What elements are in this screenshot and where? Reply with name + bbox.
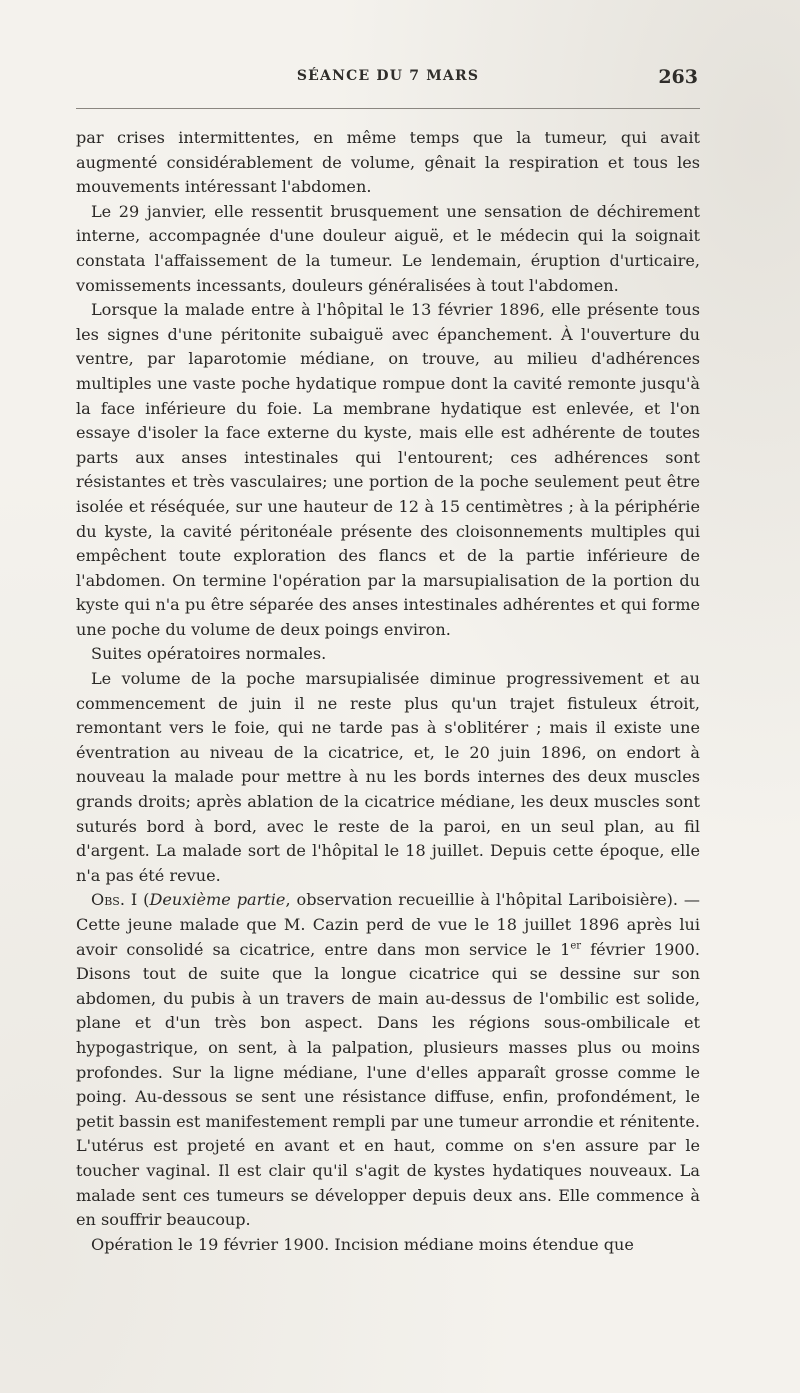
paragraph-7: Opération le 19 février 1900. Incision médiane moins étendue que [91, 1234, 634, 1254]
observation-text-a: observation recueillie à l'hôpital Lariboisière). — Cette jeune malade que M. Cazin perd de vue le 18 juillet 1896 après lui avoir consolidé sa cicatrice, entre dans mon service le 1 [76, 890, 701, 959]
paragraph-2: Le 29 janvier, elle ressentit brusquement une sensation de déchirement interne, accompagnée d'une douleur aiguë, et le médecin qui la soignait constata l'affaissement de la tumeur. Le lendemain, éruption d'urticaire, vomissements incessants, douleurs généralisées à tout l'abdomen. [76, 201, 700, 295]
paragraph-3: Lorsque la malade entre à l'hôpital le 13 février 1896, elle présente tous les signes d'une péritonite subaiguë avec épanchement. À l'ouverture du ventre, par laparotomie médiane, on trouve, au milieu d'adhérences multiples une vaste poche hydatique rompue dont la cavité remonte jusqu'à la face inférieure du foie. La membrane hydatique est enlevée, et l'on essaye d'isoler la face externe du kyste, mais elle est adhérente de toutes parts aux anses intestinales qui l'entourent; ces adhérences sont résistantes et très vasculaires; une portion de la poche seulement peut être isolée et réséquée, sur une hauteur de 12 à 15 centimètres ; à la périphérie du kyste, la cavité péritonéale présente des cloisonnements multiples qui empêchent toute exploration des flancs et de la partie inférieure de l'abdomen. On termine l'opération par la marsupialisation de la portion du kyste qui n'a pu être séparée des anses intestinales adhérentes et qui forme une poche du volume de deux poings environ. [76, 300, 700, 639]
paragraph-6: Obs. I (Deuxième partie, observation recueillie à l'hôpital Lariboisière). — Cette jeune malade que M. Cazin perd de vue le 18 juillet 1896 après lui avoir consolidé sa cicatrice, entre dans mon service le 1er février 1900. Disons tout de suite que la longue cicatrice qui se dessine sur son abdomen, du pubis à un travers de main au-dessus de l'ombilic est solide, plane et d'un très bon aspect. Dans les régions sous-ombilicale et hypogastrique, on sent, à la palpation, plusieurs masses plus ou moins profondes. Sur la ligne médiane, l'une d'elles apparaît grosse comme le poing. Au-dessous se sent une résistance diffuse, enfin, profondément, le petit bassin est manifestement rempli par une tumeur arrondie et rénitente. L'utérus est projeté en avant et en haut, comme on s'en assure par le toucher vaginal. Il est clair qu'il s'agit de kystes hydatiques nouveaux. La malade sent ces tumeurs se développer depuis deux ans. Elle commence à en souffrir beaucoup. [76, 890, 701, 1230]
observation-part: Deuxième partie [149, 890, 286, 910]
paragraph-1: par crises intermittentes, en même temps que la tumeur, qui avait augmenté considérablement de volume, gênait la respiration et tous les mouvements intéressant l'abdomen. [76, 128, 700, 197]
observation-text-b: février 1900. Disons tout de suite que la longue cicatrice qui se dessine sur son abdomen, du pubis à un travers de main au-dessus de l'ombilic est solide, plane et d'un très bon aspect. Dans les régions sous-ombilicale et hypogastrique, on sent, à la palpation, plusieurs masses plus ou moins profondes. Sur la ligne médiane, l'une d'elles apparaît grosse comme le poing. Au-dessous se sent une résistance diffuse, enfin, profondément, le petit bassin est manifestement rempli par une tumeur arrondie et rénitente. L'utérus est projeté en avant et en haut, comme on s'en assure par le toucher vaginal. Il est clair qu'il s'agit de kystes hydatiques nouveaux. La malade sent ces tumeurs se développer depuis deux ans. Elle commence à en souffrir beaucoup. [76, 939, 700, 1230]
page-header [76, 68, 700, 98]
ordinal-superscript: er [570, 940, 582, 952]
observation-label: Obs. I [91, 890, 138, 910]
paragraph-5: Le volume de la poche marsupialisée diminue progressivement et au commencement de juin il ne reste plus qu'un trajet fistuleux étroit, remontant vers le foie, qui ne tarde pas à s'oblitérer ; mais il existe une éventration au niveau de la cicatrice, et, le 20 juin 1896, on endort à nouveau la malade pour mettre à nu les bords internes des deux muscles grands droits; après ablation de la cicatrice médiane, les deux muscles sont suturés bord à bord, avec le reste de la paroi, en un seul plan, au fil d'argent. La malade sort de l'hôpital le 18 juillet. Depuis cette époque, elle n'a pas été revue. [76, 669, 700, 885]
paragraph-4: Suites opératoires normales. [91, 644, 327, 664]
running-title: SÉANCE DU 7 MARS [296, 68, 480, 84]
header-rule [76, 108, 700, 109]
page-number: 263 [658, 66, 698, 88]
body-text [76, 126, 700, 1257]
